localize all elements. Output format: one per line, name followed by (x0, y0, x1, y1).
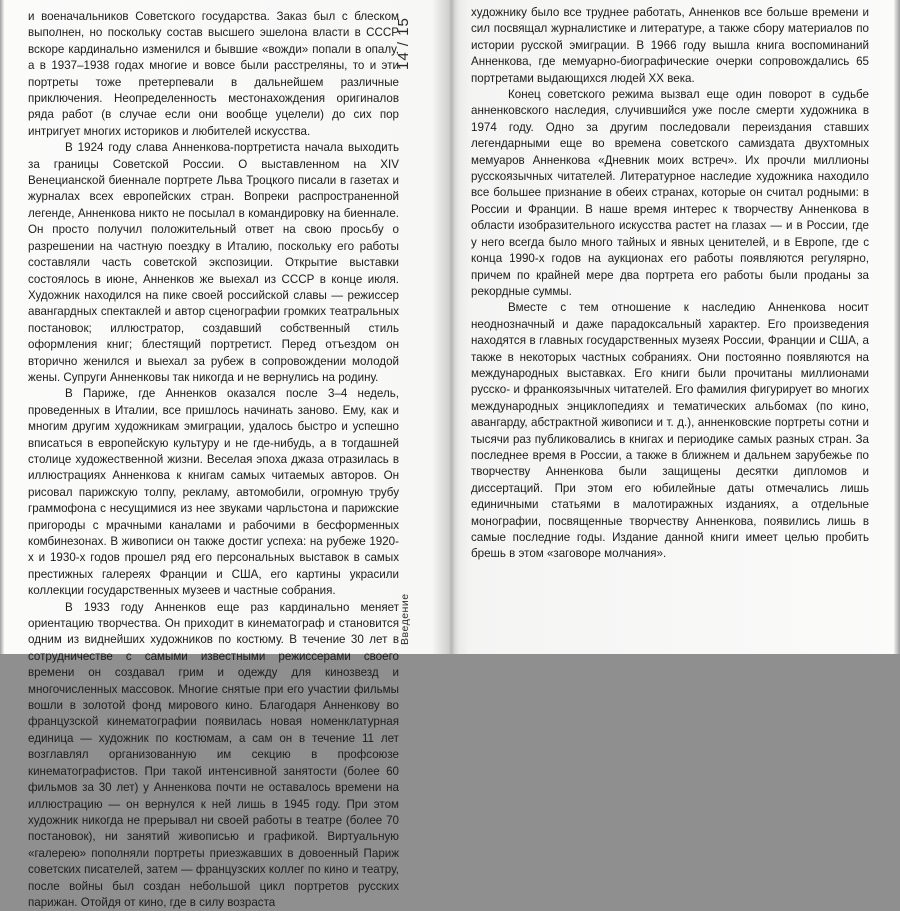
paragraph: Конец советского режима вызвал еще один поворот в судьбе анненковского наследия, случившийся уже после смерти художника в 1974 году. Одно за другим последовали переиздания ставших легендарными еще во времена советского самиздата двухтомных мемуаров Анненкова «Дневник моих встреч». Их прочли миллионы русскоязычных читателей. Литературное наследие художника находило все большее признание в обеих странах, которые он считал родными: в России и Франции. В наше время интерес к творчеству Анненкова в области изобразительного искусства растет на глазах — и в России, где у него всегда было много тайных и явных ценителей, и в Европе, где с конца 1990-х годов на аукционах его работы появляются регулярно, причем по крайней мере два портрета его работы были проданы за рекордные суммы. (471, 88, 869, 298)
left-page-edge (0, 0, 4, 654)
paragraph: и военачальников Советского государства. Заказ был с блеском выполнен, но поскольку состав высшего эшелона власти в СССР вскоре кардинально изменился и бывшие «вожди» попали в опалу, а в 1937–1938 годах многие и вовсе были расстреляны, то и эти портреты тоже претерпевали в дальнейшем различные приключения. Неопределенность местонахождения оригиналов ряда работ (в случае если они вообще уцелели) до сих пор интригует многих историков и любителей искусства. (28, 10, 399, 138)
book-gutter (432, 0, 470, 654)
left-page-text (28, 9, 399, 911)
paragraph: художнику было все труднее работать, Анненков все больше времени и сил посвящал журналистике и литературе, а также сбору материалов по истории русской эмиграции. В 1966 году вышла книга воспоминаний Анненкова, где мемуарно-биографические очерки сопровождались 65 портретами выдающихся людей XX века. (471, 6, 869, 85)
section-label: Введение (399, 593, 411, 645)
paragraph: В Париже, где Анненков оказался после 3–4 недель, проведенных в Италии, все пришлось начинать заново. Ему, как и многим другим художникам эмиграции, удалось быстро и успешно вписаться в европейскую культуру и не где-нибудь, а в тогдашней столице художественной жизни. Веселая эпоха джаза отразилась в иллюстрациях Анненкова к книгам самых читаемых авторов. Он рисовал парижскую толпу, рекламу, автомобили, огромную трубу граммофона с несущимися из нее звуками чарльстона и парижские пригороды с мрачными каналами и рабочими в бесформенных комбинезонах. В живописи он также достиг успеха: на рубеже 1920-х и 1930-х годов прошел ряд его персональных выставок в самых престижных галереях Франции и США, его картины украсили коллекции государственных музеев и частные собрания. (28, 387, 399, 598)
paragraph: Вместе с тем отношение к наследию Анненкова носит неоднозначный и даже парадоксальный характер. Его произведения находятся в главных государственных музеях России, Франции и США, а также в некоторых частных собраниях. Они постоянно появляются на международных выставках. Его книги были прочитаны миллионами русско- и франкоязычных читателей. Его фамилия фигурирует во многих международных энциклопедиях и тематических альбомах (по кино, авангарду, абстрактной живописи и т. д.), анненковские портреты сотни и тысячи раз публиковались в книгах и периодике самых разных стран. За последнее время в России, а также в ближнем и дальнем зарубежье по творчеству Анненкова были защищены десятки дипломов и диссертаций. При этом его юбилейные даты отмечались лишь единичными статьями в малотиражных изданиях, а отдельные монографии, посвященные творчеству Анненкова, появились лишь в самые последние годы. Издание данной книги имеет целью пробить брешь в этом «заговоре молчания». (471, 301, 869, 561)
right-page-text (471, 5, 869, 563)
page-number: 14 / 15 (395, 17, 412, 71)
paragraph: В 1933 году Анненков еще раз кардинально меняет ориентацию творчества. Он приходит в кинематограф и становится одним из виднейших художников по костюму. В течение 30 лет в сотрудничестве с самыми известными режиссерами своего времени он создавал грим и одежду для кинозвезд и многочисленных массовок. Многие снятые при его участии фильмы вошли в золотой фонд мирового кино. Благодаря Анненкову во французской кинематографии появилась новая номенклатурная единица — художник по костюмам, а сам он в течение 11 лет возглавлял организованную им секцию в профсоюзе кинематографистов. При такой интенсивной занятости (более 60 фильмов за 30 лет) у Анненкова почти не оставалось времени на иллюстрацию — он вернулся к ней лишь в 1945 году. При этом художник никогда не прерывал ни своей работы в театре (более 70 постановок), ни занятий живописью и графикой. Виртуальную «галерею» пополняли портреты приезжавших в довоенный Париж советских писателей, затем — французских коллег по кино и театру, после войны был создан небольшой цикл портретов русских парижан. Отойдя от кино, где в силу возраста (28, 600, 399, 909)
right-page-edge (894, 0, 900, 654)
paragraph: В 1924 году слава Анненкова-портретиста начала выходить за границы Советской России. О выставленном на XIV Венецианской биеннале портрете Льва Троцкого писали в газетах и журналах всех европейских стран. Вопреки распространенной легенде, Анненкова никто не посылал в командировку на биеннале. Он просто получил положительный ответ на свою просьбу о разрешении на частную поездку в Италию, поскольку его работы составляли часть советской экспозиции. Открытие выставки состоялось в июне, Анненков же выехал из СССР в конце июля. Художник находился на пике своей российской славы — режиссер авангардных спектаклей и автор сценографии громких театральных постановок; иллюстратор, создавший собственный стиль оформления книг; блестящий портретист. Перед отъездом он вторично женился и выехал за рубеж в сопровождении молодой жены. Супруги Анненковы так никогда и не вернулись на родину. (28, 141, 399, 384)
